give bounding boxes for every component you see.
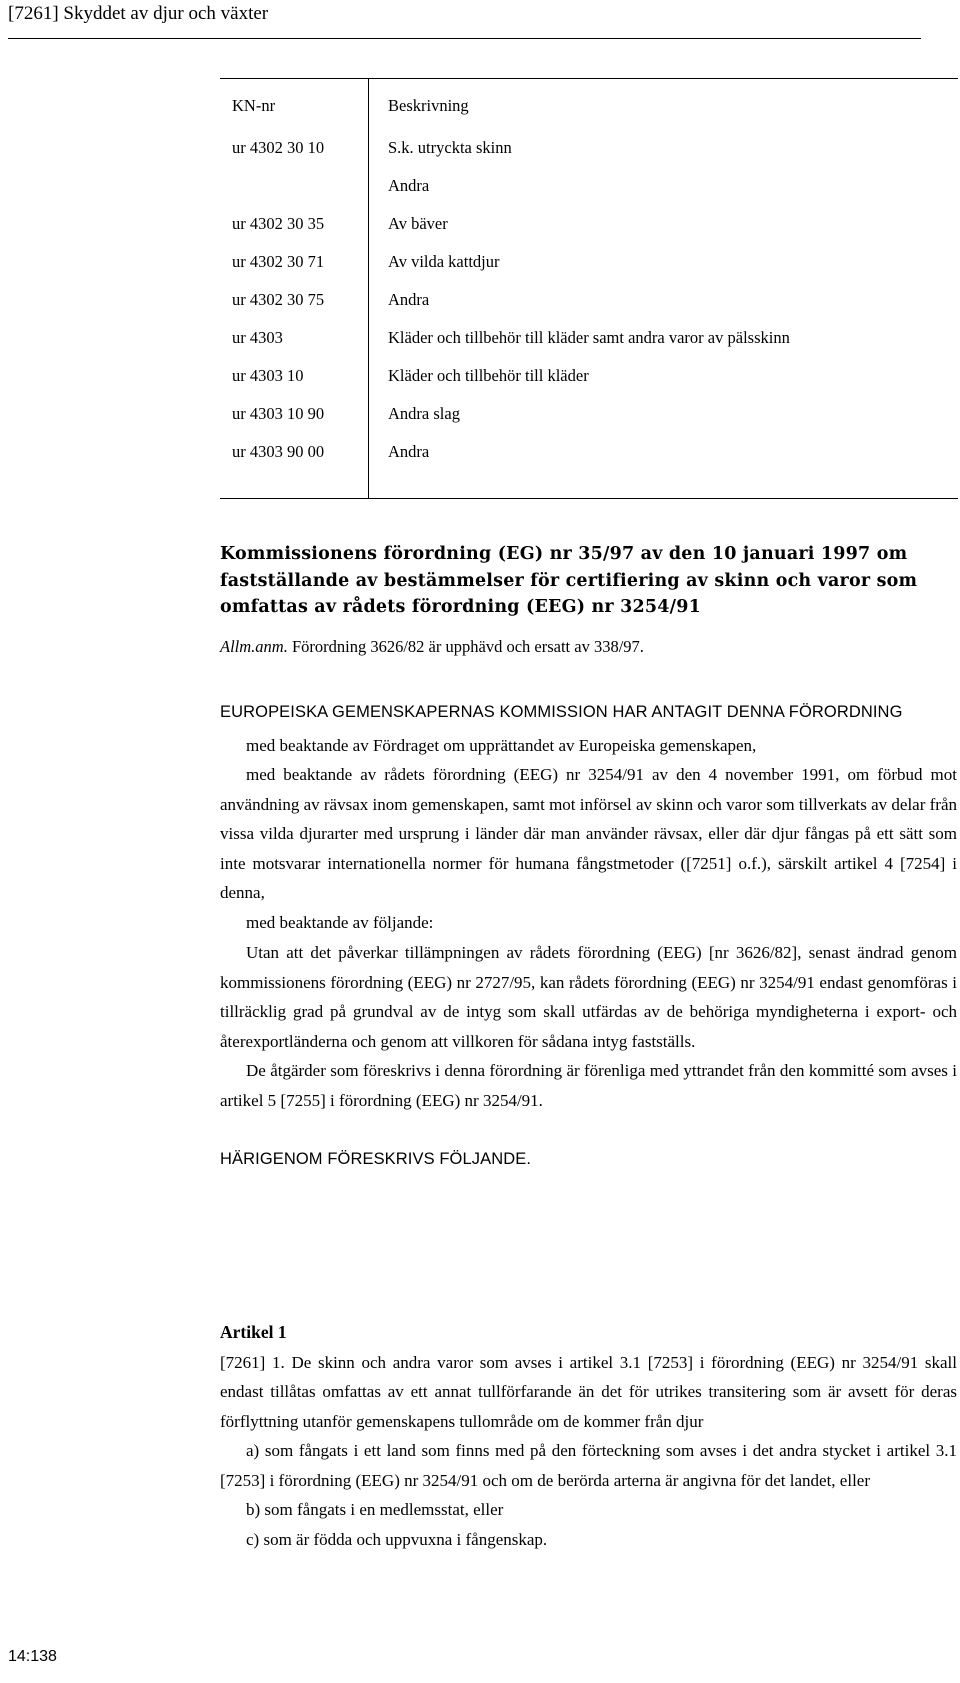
kn-cell: ur 4303 90 00 xyxy=(232,442,325,461)
kn-cell: ur 4303 10 xyxy=(232,366,304,385)
recital-paragraph: De åtgärder som föreskrivs i denna förordning är förenliga med yttrandet från den kommitté som avses i artikel 5 [7255] i förordning (EEG) nr 3254/91. xyxy=(220,1061,957,1110)
article-point-b: b) som fångats i en medlemsstat, eller xyxy=(246,1500,504,1519)
running-header: [7261] Skyddet av djur och växter xyxy=(8,3,269,24)
preamble xyxy=(220,698,957,1175)
regulation-title: Kommissionens förordning (EG) nr 35/97 av den 10 januari 1997 om fastställande av bestämmelser för certifiering av skinn och varor som omfattas av rådets förordning (EEG) nr 3254/91 xyxy=(220,544,918,617)
article-paragraph: [7261] 1. De skinn och andra varor som avses i artikel 3.1 [7253] i förordning (EEG) nr 3254/91 skall endast tillåtas omfattas av ett annat tullförfarande än det för utrikes transitering som är avsett för deras förflyttning utanför gemenskapens tullområde om de kommer från djur xyxy=(220,1352,957,1431)
article-heading: Artikel 1 xyxy=(220,1322,287,1342)
description-cell: Av vilda kattdjur xyxy=(388,252,500,271)
kn-cell: ur 4302 30 10 xyxy=(232,138,325,157)
description-cell: Kläder och tillbehör till kläder xyxy=(388,366,589,385)
description-cell: Kläder och tillbehör till kläder samt andra varor av pälsskinn xyxy=(388,328,790,347)
description-cell: Andra xyxy=(388,176,430,195)
description-cell: Andra xyxy=(388,290,430,309)
description-cell: Andra slag xyxy=(388,404,460,423)
note-label: Allm.anm. xyxy=(220,637,288,656)
column-header-kn: KN-nr xyxy=(232,96,276,115)
kn-table xyxy=(220,78,958,499)
kn-cell: ur 4303 10 90 xyxy=(232,404,325,423)
page-number: 14:138 xyxy=(8,1648,57,1665)
preamble-paragraph: med beaktande av följande: xyxy=(246,912,434,932)
kn-cell: ur 4302 30 35 xyxy=(232,214,325,233)
description-cell: S.k. utryckta skinn xyxy=(388,138,512,157)
column-header-description: Beskrivning xyxy=(388,96,469,115)
preamble-paragraph: med beaktande av Fördraget om upprättandet av Europeiska gemenskapen, xyxy=(246,735,757,755)
kn-cell: ur 4302 30 71 xyxy=(232,252,325,271)
recital-paragraph: Utan att det påverkar tillämpningen av rådets förordning (EEG) [nr 3626/82], senast ändrad genom kommissionens förordning (EEG) nr 2727/95, kan rådets förordning (EEG) nr 3254/91 endast genomföras i tillräcklig grad på grundval av de intyg som skall utfärdas av de behöriga myndigheterna i export- och återexportländerna och genom att villkoren för sådana intyg fastställs. xyxy=(220,943,957,1051)
header-rule xyxy=(8,38,921,39)
article-point-c: c) som är födda och uppvuxna i fångenskap. xyxy=(246,1529,548,1549)
description-cell: Andra xyxy=(388,442,430,461)
preamble-heading: EUROPEISKA GEMENSKAPERNAS KOMMISSION HAR ANTAGIT DENNA FÖRORDNING xyxy=(220,703,903,721)
kn-cell: ur 4303 xyxy=(232,328,283,347)
kn-cell: ur 4302 30 75 xyxy=(232,290,325,309)
article-point-a: a) som fångats i ett land som finns med på den förteckning som avses i det andra stycket i artikel 3.1 [7253] i förordning (EEG) nr 3254/91 och om de berörda arterna är angivna för det landet, eller xyxy=(220,1441,957,1490)
preamble-paragraph: med beaktande av rådets förordning (EEG) nr 3254/91 av den 4 november 1991, om förbud mot användning av rävsax inom gemenskapen, samt mot införsel av skinn och varor som tillverkats av delar från vissa vilda djurarter med ursprung i länder där man använder rävsax, eller där djur fångas på ett sätt som inte motsvarar internationella normer för humana fångstmetoder ([7251] o.f.), särskilt artikel 4 [7254] i denna, xyxy=(220,765,957,902)
general-note xyxy=(220,636,644,658)
article-1 xyxy=(220,1318,957,1554)
note-text: Förordning 3626/82 är upphävd och ersatt av 338/97. xyxy=(287,637,644,656)
table-column-divider xyxy=(368,79,369,498)
description-cell: Av bäver xyxy=(388,214,448,233)
enacting-formula: HÄRIGENOM FÖRESKRIVS FÖLJANDE. xyxy=(220,1150,532,1168)
